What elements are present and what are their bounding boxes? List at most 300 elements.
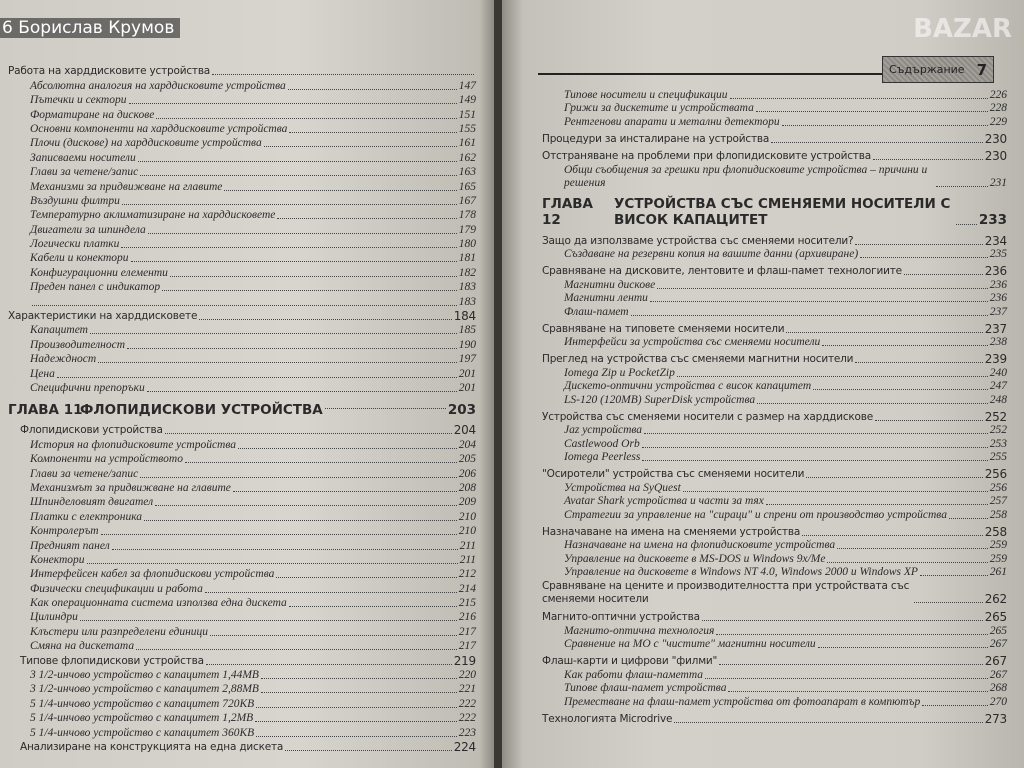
toc-entry — [8, 208, 476, 222]
entry-page-number: 210 — [458, 510, 476, 523]
entry-title: Сравняване на типовете сменяеми носители — [542, 322, 785, 335]
running-header — [882, 56, 994, 83]
entry-title: Типове флаш-памет устройства — [564, 682, 727, 694]
toc-entry — [542, 566, 1007, 580]
entry-title: Назначаване на имена на сменяеми устройства — [542, 525, 801, 538]
entry-title: LS-120 (120MB) SuperDisk устройства — [564, 393, 756, 406]
dot-leader — [325, 408, 446, 409]
dot-leader — [127, 348, 457, 349]
entry-title: Кабели и конектори — [30, 252, 129, 265]
entry-title: Логически платки — [30, 238, 120, 251]
toc-entry — [8, 179, 476, 193]
entry-title: Управление на дисковете в MS-DOS и Windows 9x/Me — [564, 552, 826, 565]
dot-leader — [786, 332, 982, 333]
entry-page-number: 224 — [453, 739, 476, 754]
entry-title: Преден панел с индикатор — [30, 281, 161, 294]
toc-entry — [542, 292, 1007, 306]
toc-entry — [542, 464, 1007, 481]
running-header-label: Съдържание — [889, 63, 965, 76]
dot-leader — [112, 549, 458, 550]
entry-title: Форматиране на дискове — [30, 108, 155, 121]
dot-leader — [949, 518, 988, 519]
toc-right — [542, 88, 1007, 726]
dot-leader — [642, 447, 988, 448]
left-page — [0, 0, 494, 768]
toc-entry — [542, 709, 1007, 726]
entry-title: Механизми за придвижване на главите — [30, 180, 223, 193]
dot-leader — [855, 362, 982, 363]
dot-leader — [757, 403, 988, 404]
entry-title: Магнито-оптична технология — [564, 624, 715, 637]
toc-entry — [8, 437, 476, 451]
page-number: 7 — [976, 60, 987, 79]
entry-title: Защо да използваме устройства със сменяеми носители? — [542, 234, 854, 247]
entry-title: Флопидискови устройства — [20, 424, 163, 437]
toc-entry — [542, 668, 1007, 682]
entry-title: Jaz устройства — [564, 424, 643, 436]
dot-leader — [199, 319, 451, 320]
dot-leader — [162, 290, 457, 291]
dot-leader — [288, 89, 457, 90]
toc-entry — [542, 695, 1007, 709]
entry-page-number: 252 — [984, 409, 1007, 424]
dot-leader — [956, 224, 977, 225]
entry-page-number: 161 — [458, 137, 476, 150]
toc-entry — [542, 380, 1007, 394]
entry-page-number: 222 — [458, 712, 476, 725]
dot-leader — [261, 692, 457, 693]
toc-entry — [542, 336, 1007, 350]
entry-page-number: 262 — [984, 592, 1007, 606]
entry-page-number: 273 — [984, 711, 1007, 726]
entry-title: Как работи флаш-паметта — [564, 668, 704, 681]
dot-leader — [156, 118, 456, 119]
entry-page-number: 237 — [984, 321, 1007, 336]
dot-leader — [264, 146, 457, 147]
entry-title: "Осиротели" устройства със сменяеми носители — [542, 468, 805, 480]
dot-leader — [683, 491, 988, 492]
entry-page-number: 180 — [458, 238, 476, 251]
entry-title: Плочи (дискове) на харддисковите устройства — [30, 137, 262, 150]
dot-leader — [766, 504, 988, 505]
toc-entry — [542, 366, 1007, 380]
entry-page-number: 190 — [458, 338, 476, 351]
entry-page-number: 184 — [453, 309, 476, 324]
entry-page-number: 181 — [458, 252, 476, 265]
dot-leader — [657, 288, 988, 289]
toc-left — [8, 64, 476, 754]
entry-title: Дискето-оптични устройства с висок капацитет — [564, 380, 812, 392]
entry-title: Основни компоненти на харддисковите устройства — [30, 122, 288, 135]
entry-page-number: 265 — [984, 610, 1007, 624]
dot-leader — [920, 575, 988, 576]
entry-title: Общи съобщения за грешки при флопидисковите устройства – причини и решения — [564, 163, 928, 189]
toc-chapter — [542, 195, 1007, 229]
toc-entry — [8, 423, 476, 437]
dot-leader — [205, 592, 457, 593]
dot-leader — [276, 577, 456, 578]
entry-title: Характеристики на харддисковете — [8, 310, 198, 323]
toc-entry — [542, 539, 1007, 553]
entry-page-number: 258 — [984, 524, 1007, 539]
toc-entry — [542, 129, 1007, 146]
toc-entry — [8, 78, 476, 92]
dot-leader — [922, 705, 988, 706]
entry-page-number: 183 — [458, 295, 476, 308]
entry-page-number: 222 — [458, 697, 476, 710]
toc-entry — [8, 280, 476, 294]
entry-title: Iomega Peerless — [564, 451, 641, 463]
left-page-number: 6 — [2, 18, 13, 38]
toc-entry — [542, 261, 1007, 278]
dot-leader — [140, 477, 456, 478]
toc-entry — [8, 538, 476, 552]
dot-leader — [138, 161, 457, 162]
dot-leader — [728, 691, 987, 692]
entry-page-number: 203 — [447, 401, 476, 418]
entry-page-number: 208 — [458, 481, 476, 494]
dot-leader — [148, 233, 457, 234]
entry-page-number: 165 — [458, 180, 476, 193]
toc-entry — [542, 508, 1007, 522]
dot-leader — [122, 204, 457, 205]
toc-entry — [8, 265, 476, 279]
entry-title: Флаш-карти и цифрови "филми" — [542, 655, 718, 667]
dot-leader — [238, 448, 457, 449]
dot-leader — [185, 462, 457, 463]
toc-entry — [8, 366, 476, 380]
entry-page-number: 185 — [458, 324, 476, 337]
entry-title: Интерфейсен кабел за флопидискови устройства — [30, 568, 275, 581]
entry-title: Рентгенови апарати и метални детектори — [564, 115, 780, 128]
toc-entry — [542, 495, 1007, 509]
toc-entry — [542, 579, 1007, 607]
dot-leader — [702, 620, 983, 621]
toc-entry — [8, 596, 476, 610]
entry-title: ФЛОПИДИСКОВИ УСТРОЙСТВА — [80, 401, 323, 418]
entry-title: Анализиране на конструкцията на една дискета — [20, 740, 284, 753]
dot-leader — [80, 620, 457, 621]
entry-title: Капацитет — [30, 324, 88, 337]
entry-page-number: 201 — [458, 367, 476, 380]
header-rule — [538, 73, 893, 75]
toc-entry — [8, 682, 476, 696]
entry-title: Преместване на флаш-памет устройства от фотоапарат в компютър — [564, 695, 921, 708]
toc-entry — [542, 349, 1007, 366]
dot-leader — [914, 602, 983, 603]
entry-title: Устройства със сменяеми носители с размер на харддискове — [542, 410, 874, 423]
toc-entry — [8, 381, 476, 395]
dot-leader — [136, 649, 457, 650]
entry-title: УСТРОЙСТВА СЪС СМЕНЯЕМИ НОСИТЕЛИ С ВИСОК КАПАЦИТЕТ — [614, 195, 951, 228]
entry-title: Механизмът за придвижване на главите — [30, 481, 231, 494]
entry-title: Сравняване на дисковите, лентовите и флаш-памет технологиите — [542, 265, 902, 277]
entry-page-number: 204 — [458, 438, 476, 451]
dot-leader — [233, 491, 457, 492]
entry-page-number: 211 — [459, 539, 476, 552]
toc-entry — [542, 278, 1007, 292]
dot-leader — [101, 534, 457, 535]
dot-leader — [255, 721, 457, 722]
entry-title: Двигатели за шпиндела — [30, 223, 146, 236]
entry-title: Смяна на дискетата — [30, 640, 135, 653]
toc-entry — [542, 638, 1007, 652]
dot-leader — [674, 722, 982, 723]
entry-page-number: 197 — [458, 353, 476, 366]
toc-entry — [8, 610, 476, 624]
entry-title: Как операционната система използва една дискета — [30, 597, 287, 610]
entry-page-number: 238 — [989, 336, 1007, 348]
toc-entry — [542, 407, 1007, 424]
entry-page-number: 267 — [989, 668, 1007, 681]
toc-entry — [8, 466, 476, 480]
dot-leader — [144, 520, 457, 521]
dot-leader — [644, 433, 988, 434]
dot-leader — [716, 634, 987, 635]
entry-page-number: 239 — [984, 352, 1007, 366]
dot-leader — [256, 736, 457, 737]
entry-title: Платки с електроника — [30, 510, 143, 523]
toc-entry — [8, 624, 476, 638]
toc-entry — [8, 165, 476, 179]
toc-entry — [542, 88, 1007, 102]
entry-title: Температурно аклиматизиране на харддисковете — [30, 209, 276, 222]
entry-title: Процедури за инсталиране на устройства — [542, 132, 770, 145]
toc-entry — [8, 337, 476, 351]
toc-entry — [8, 581, 476, 595]
toc-entry — [542, 624, 1007, 638]
entry-page-number: 261 — [989, 566, 1007, 578]
toc-entry — [8, 524, 476, 538]
entry-page-number: 233 — [978, 211, 1007, 228]
entry-title: Отстраняване на проблеми при флопидисковите устройства — [542, 149, 871, 162]
entry-title: Цена — [30, 367, 55, 380]
toc-entry — [8, 711, 476, 725]
entry-page-number: 258 — [989, 508, 1007, 521]
entry-page-number: 236 — [989, 278, 1007, 291]
entry-page-number: 217 — [458, 640, 476, 653]
entry-page-number: 215 — [458, 597, 476, 610]
entry-page-number: 205 — [458, 453, 476, 466]
entry-title: Записваеми носители — [30, 151, 136, 164]
toc-entry — [8, 107, 476, 121]
dot-leader — [206, 664, 452, 665]
entry-page-number: 252 — [989, 424, 1007, 436]
toc-entry — [8, 309, 476, 323]
toc-entry — [542, 651, 1007, 668]
toc-entry — [542, 146, 1007, 163]
entry-page-number: 201 — [458, 381, 476, 394]
toc-entry — [542, 481, 1007, 495]
entry-title: Магнитни ленти — [564, 292, 648, 304]
entry-page-number: 255 — [989, 451, 1007, 463]
entry-page-number: 259 — [989, 552, 1007, 565]
entry-title: Технологията Microdrive — [542, 712, 673, 725]
dot-leader — [131, 261, 457, 262]
entry-page-number: 147 — [458, 79, 476, 92]
entry-title: Управление на дисковете в Windows NT 4.0, Windows 2000 и Windows XP — [564, 566, 918, 578]
dot-leader — [165, 433, 452, 434]
entry-page-number: 183 — [458, 281, 476, 294]
entry-title: Типове флопидискови устройства — [20, 654, 204, 667]
entry-page-number: 247 — [989, 380, 1007, 392]
entry-title: Iomega Zip и PocketZip — [564, 366, 675, 379]
dot-leader — [705, 678, 988, 679]
toc-entry — [542, 451, 1007, 465]
dot-leader — [936, 186, 988, 187]
dot-leader — [121, 247, 456, 248]
entry-page-number: 231 — [989, 176, 1007, 189]
dot-leader — [289, 606, 457, 607]
dot-leader — [277, 218, 456, 219]
chapter-number: ГЛАВА 12 — [542, 195, 594, 228]
entry-title: Надеждност — [30, 353, 97, 366]
entry-page-number: 220 — [458, 669, 476, 682]
entry-page-number: 209 — [458, 496, 476, 509]
entry-title: 3 1/2-инчово устройство с капацитет 1,44MB — [30, 669, 259, 682]
entry-title: Назначаване на имена на флопидисковите устройства — [564, 539, 836, 551]
entry-title: Сравняване на цените и производителността при устройствата със сменяеми носители — [542, 580, 910, 605]
entry-page-number: 179 — [458, 223, 476, 236]
entry-title: Физически спецификации и работа — [30, 582, 203, 595]
entry-page-number: 248 — [989, 393, 1007, 406]
entry-page-number: 162 — [458, 151, 476, 164]
entry-title: Типове носители и спецификации — [564, 88, 728, 101]
entry-page-number: 167 — [458, 194, 476, 207]
toc-entry — [8, 567, 476, 581]
dot-leader — [837, 548, 988, 549]
entry-page-number: 223 — [458, 726, 476, 739]
entry-page-number: 155 — [458, 122, 476, 135]
dot-leader — [802, 535, 983, 536]
toc-entry — [8, 696, 476, 710]
dot-leader — [771, 142, 983, 143]
dot-leader — [170, 276, 457, 277]
dot-leader — [827, 562, 987, 563]
toc-chapter — [8, 399, 476, 421]
dot-leader — [730, 98, 988, 99]
entry-title: 3 1/2-инчово устройство с капацитет 2,88MB — [30, 683, 259, 696]
entry-page-number: 240 — [989, 366, 1007, 379]
dot-leader — [256, 707, 457, 708]
entry-page-number: 163 — [458, 166, 476, 179]
entry-title: Флаш-памет — [564, 305, 629, 318]
entry-title: Интерфейси за устройства със сменяеми носители — [564, 336, 821, 348]
toc-entry — [542, 437, 1007, 451]
toc-entry — [8, 495, 476, 509]
entry-title: Работа на харддисковите устройства — [8, 65, 211, 78]
entry-page-number: 217 — [458, 625, 476, 638]
entry-page-number: 230 — [984, 148, 1007, 163]
toc-entry — [542, 522, 1007, 539]
right-page — [502, 0, 1024, 768]
entry-title: Производителност — [30, 338, 126, 351]
toc-entry — [542, 231, 1007, 248]
dot-leader — [631, 315, 988, 316]
toc-entry — [8, 323, 476, 337]
dot-leader — [756, 111, 988, 112]
dot-leader — [155, 505, 457, 506]
toc-entry — [8, 93, 476, 107]
toc-entry — [8, 136, 476, 150]
toc-entry — [8, 481, 476, 495]
dot-leader — [782, 125, 988, 126]
author-overlay — [0, 18, 180, 38]
entry-page-number: 237 — [989, 305, 1007, 318]
entry-page-number: 221 — [458, 683, 476, 696]
entry-page-number: 259 — [989, 539, 1007, 551]
dot-leader — [813, 389, 988, 390]
dot-leader — [719, 664, 983, 665]
entry-title: Компоненти на устройството — [30, 453, 183, 466]
entry-page-number: 253 — [989, 437, 1007, 450]
toc-entry — [8, 725, 476, 739]
dot-leader — [140, 175, 456, 176]
entry-page-number: 182 — [458, 266, 476, 279]
entry-page-number: 267 — [984, 654, 1007, 668]
entry-page-number: 256 — [989, 481, 1007, 494]
dot-leader — [642, 460, 987, 461]
entry-title: Глави за четене/запис — [30, 166, 139, 179]
entry-title: Castlewood Orb — [564, 437, 640, 450]
toc-entry — [542, 163, 1007, 191]
toc-entry — [542, 424, 1007, 438]
entry-title: Сравнение на MO с "чистите" магнитни носители — [564, 638, 816, 650]
entry-title: Магнито-оптични устройства — [542, 611, 700, 623]
entry-title: 5 1/4-инчово устройство с капацитет 1,2MB — [30, 712, 254, 725]
toc-entry — [8, 122, 476, 136]
toc-entry — [8, 509, 476, 523]
entry-page-number: 270 — [989, 695, 1007, 708]
entry-page-number: 206 — [458, 467, 476, 480]
entry-page-number: 151 — [458, 108, 476, 121]
entry-page-number: 204 — [453, 423, 476, 438]
entry-page-number: 236 — [989, 292, 1007, 304]
toc-entry — [8, 452, 476, 466]
toc-entry — [8, 150, 476, 164]
entry-page-number: 211 — [459, 553, 476, 566]
watermark-logo: BAZAR — [913, 14, 1012, 44]
dot-leader — [806, 477, 982, 478]
toc-entry — [542, 552, 1007, 566]
toc-entry — [8, 237, 476, 251]
entry-title: Конектори — [30, 553, 85, 566]
toc-entry — [542, 248, 1007, 262]
dot-leader — [650, 301, 988, 302]
entry-title: Абсолютна аналогия на харддисковите устройства — [30, 79, 286, 92]
author-name: Борислав Крумов — [18, 18, 175, 38]
dot-leader — [210, 635, 457, 636]
entry-title: Въздушни филтри — [30, 194, 120, 207]
entry-page-number: 210 — [458, 525, 476, 538]
toc-entry — [8, 740, 476, 754]
entry-title: Грижи за дискетите и устройствата — [564, 102, 754, 114]
toc-entry — [542, 305, 1007, 319]
dot-leader — [32, 305, 457, 306]
dot-leader — [224, 190, 456, 191]
entry-title: Предният панел — [30, 539, 110, 552]
toc-entry — [8, 653, 476, 667]
dot-leader — [212, 74, 474, 75]
entry-title: Устройства на SyQuest — [564, 481, 681, 494]
entry-page-number: 256 — [984, 467, 1007, 481]
dot-leader — [90, 333, 457, 334]
toc-entry — [542, 102, 1007, 116]
entry-title: 5 1/4-инчово устройство с капацитет 720KB — [30, 697, 255, 710]
entry-title: Преглед на устройства със сменяеми магнитни носители — [542, 353, 854, 365]
dot-leader — [873, 159, 983, 160]
dot-leader — [875, 420, 983, 421]
